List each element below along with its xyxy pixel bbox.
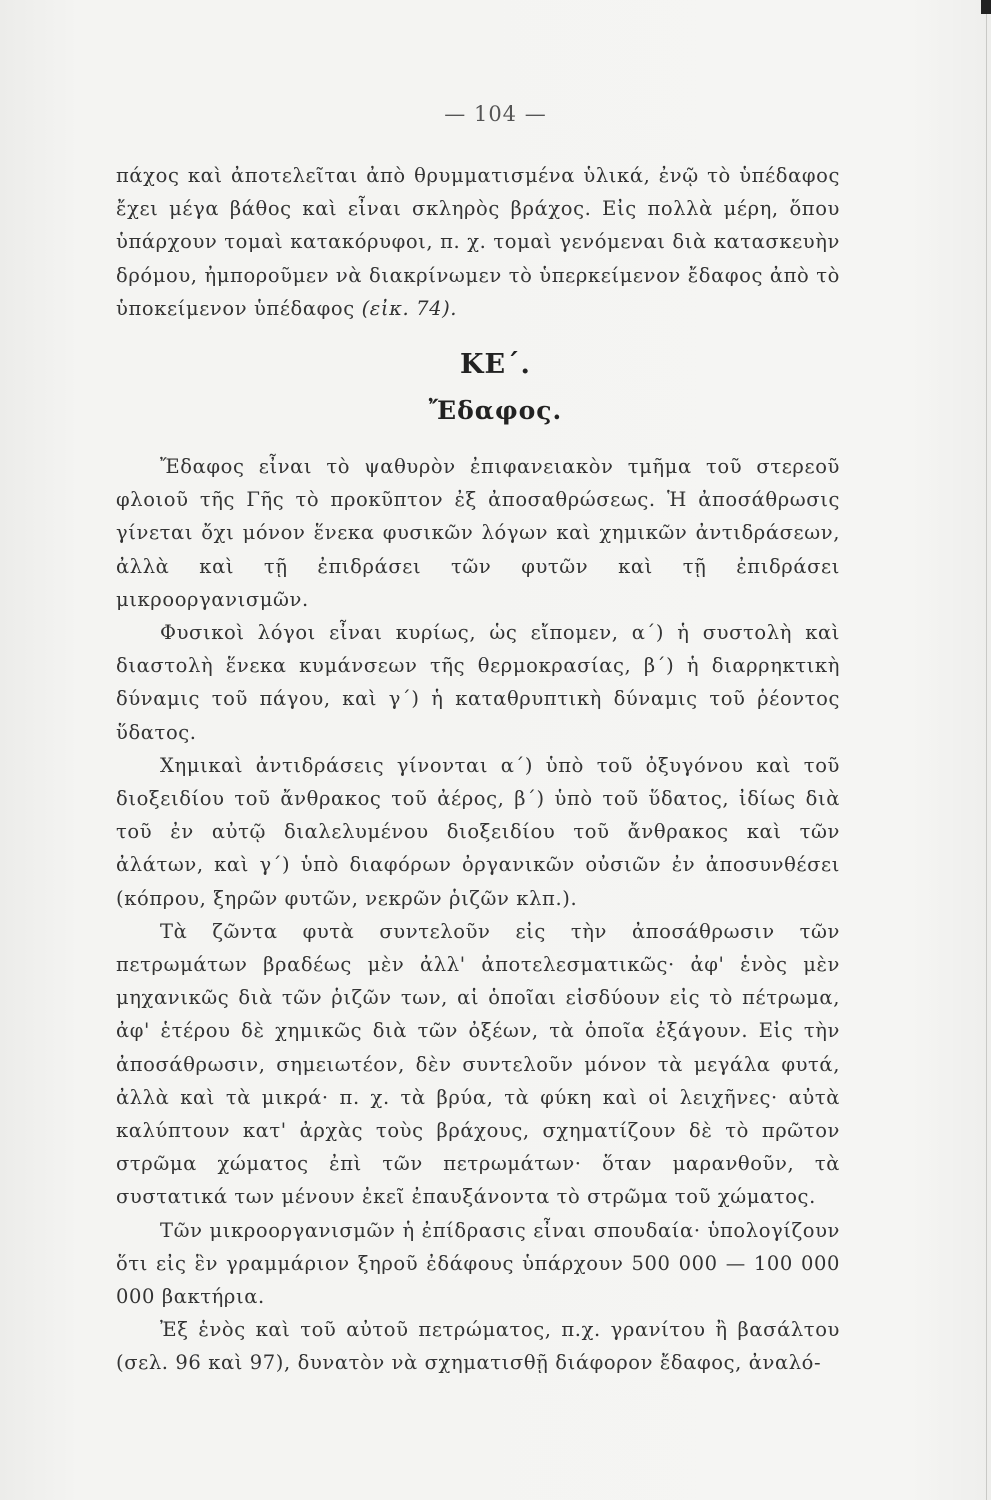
figure-reference: (εἰκ. 74). [361,296,458,320]
paragraph-microorganisms: Τῶν μικροοργανισμῶν ἡ ἐπίδρασις εἶναι σπουδαία· ὑπολογίζουν ὅτι εἰς ἓν γραμμάριον ξηροῦ ἐδάφους ὑπάρχουν 500 000 — 100 000 000 βακτήρια. [116,1218,840,1309]
paragraph-physical-causes: Φυσικοὶ λόγοι εἶναι κυρίως, ὡς εἴπομεν, α΄) ἡ συστολὴ καὶ διαστολὴ ἕνεκα κυμάνσεων τῆς θερμοκρασίας, β΄) ἡ διαρρηκτικὴ δύναμις τοῦ πάγου, καὶ γ΄) ἡ καταθρυπτικὴ δύναμις τοῦ ῥέοντος ὕδατος. [116,621,840,744]
scan-edge-mark [981,0,991,14]
chapter-number: ΚΕ΄. [460,349,531,380]
intro-paragraph [116,159,840,325]
chapter-body [116,450,840,1380]
paragraph-chemical-reactions: Χημικαὶ ἀντιδράσεις γίνονται α΄) ὑπὸ τοῦ ὀξυγόνου καὶ τοῦ διοξειδίου τοῦ ἄνθρακος τοῦ ἀέρος, β΄) ὑπὸ τοῦ ὕδατος, ἰδίως διὰ τοῦ ἐν αὐτῷ διαλελυμένου διοξειδίου τοῦ ἄνθρακος καὶ τῶν ἀλάτων, καὶ γ΄) ὑπὸ διαφόρων ὀργανικῶν οὐσιῶν ἐν ἀποσυνθέσει (κόπρου, ξηρῶν φυτῶν, νεκρῶν ῥιζῶν κλπ.). [116,753,840,910]
intro-text: πάχος καὶ ἀποτελεῖται ἀπὸ θρυμματισμένα ὑλικά, ἐνῷ τὸ ὑπέδαφος ἔχει μέγα βάθος καὶ εἶναι σκληρὸς βράχος. Εἰς πολλὰ μέρη, ὅπου ὑπάρχουν τομαὶ κατακόρυφοι, π. χ. τομαὶ γενόμεναι διὰ κατασκευὴν δρόμου, ἠμποροῦμεν νὰ διακρίνωμεν τὸ ὑπερκείμενον ἔδαφος ἀπὸ τὸ ὑποκείμενον ὑπέδαφος [116,164,840,320]
paragraph-same-rock: Ἐξ ἑνὸς καὶ τοῦ αὐτοῦ πετρώματος, π.χ. γρανίτου ἢ βασάλτου (σελ. 96 καὶ 97), δυνατὸν νὰ σχηματισθῇ διάφορον ἔδαφος, ἀναλό- [116,1318,840,1375]
page-edge-line [986,14,987,1500]
page-number: — 104 — [444,102,547,126]
chapter-title: Ἔδαφος. [428,396,563,425]
paragraph-definition: Ἔδαφος εἶναι τὸ ψαθυρὸν ἐπιφανειακὸν τμῆμα τοῦ στερεοῦ φλοιοῦ τῆς Γῆς τὸ προκῦπτον ἐξ ἀποσαθρώσεως. Ἡ ἀποσάθρωσις γίνεται ὄχι μόνον ἕνεκα φυσικῶν λόγων καὶ χημικῶν ἀντιδράσεων, ἀλλὰ καὶ τῇ ἐπιδράσει τῶν φυτῶν καὶ τῇ ἐπιδράσει μικροοργανισμῶν. [116,455,840,611]
paragraph-living-plants: Τὰ ζῶντα φυτὰ συντελοῦν εἰς τὴν ἀποσάθρωσιν τῶν πετρωμάτων βραδέως μὲν ἀλλ' ἀποτελεσματικῶς· ἀφ' ἑνὸς μὲν μηχανικῶς διὰ τῶν ῥιζῶν των, αἱ ὁποῖαι εἰσδύουν εἰς τὸ πέτρωμα, ἀφ' ἑτέρου δὲ χημικῶς διὰ τῶν ὀξέων, τὰ ὁποῖα ἐξάγουν. Εἰς τὴν ἀποσάθρωσιν, σημειωτέον, δὲν συντελοῦν μόνον τὰ μεγάλα φυτά, ἀλλὰ καὶ τὰ μικρά· π. χ. τὰ βρύα, τὰ φύκη καὶ οἱ λειχῆνες· αὐτὰ καλύπτουν κατ' ἀρχὰς τοὺς βράχους, σχηματίζουν δὲ τὸ πρῶτον στρῶμα χώματος ἐπὶ τῶν πετρωμάτων· ὅταν μαρανθοῦν, τὰ συστατικά των μένουν ἐκεῖ ἐπαυξάνοντα τὸ στρῶμα τοῦ χώματος. [116,919,840,1209]
